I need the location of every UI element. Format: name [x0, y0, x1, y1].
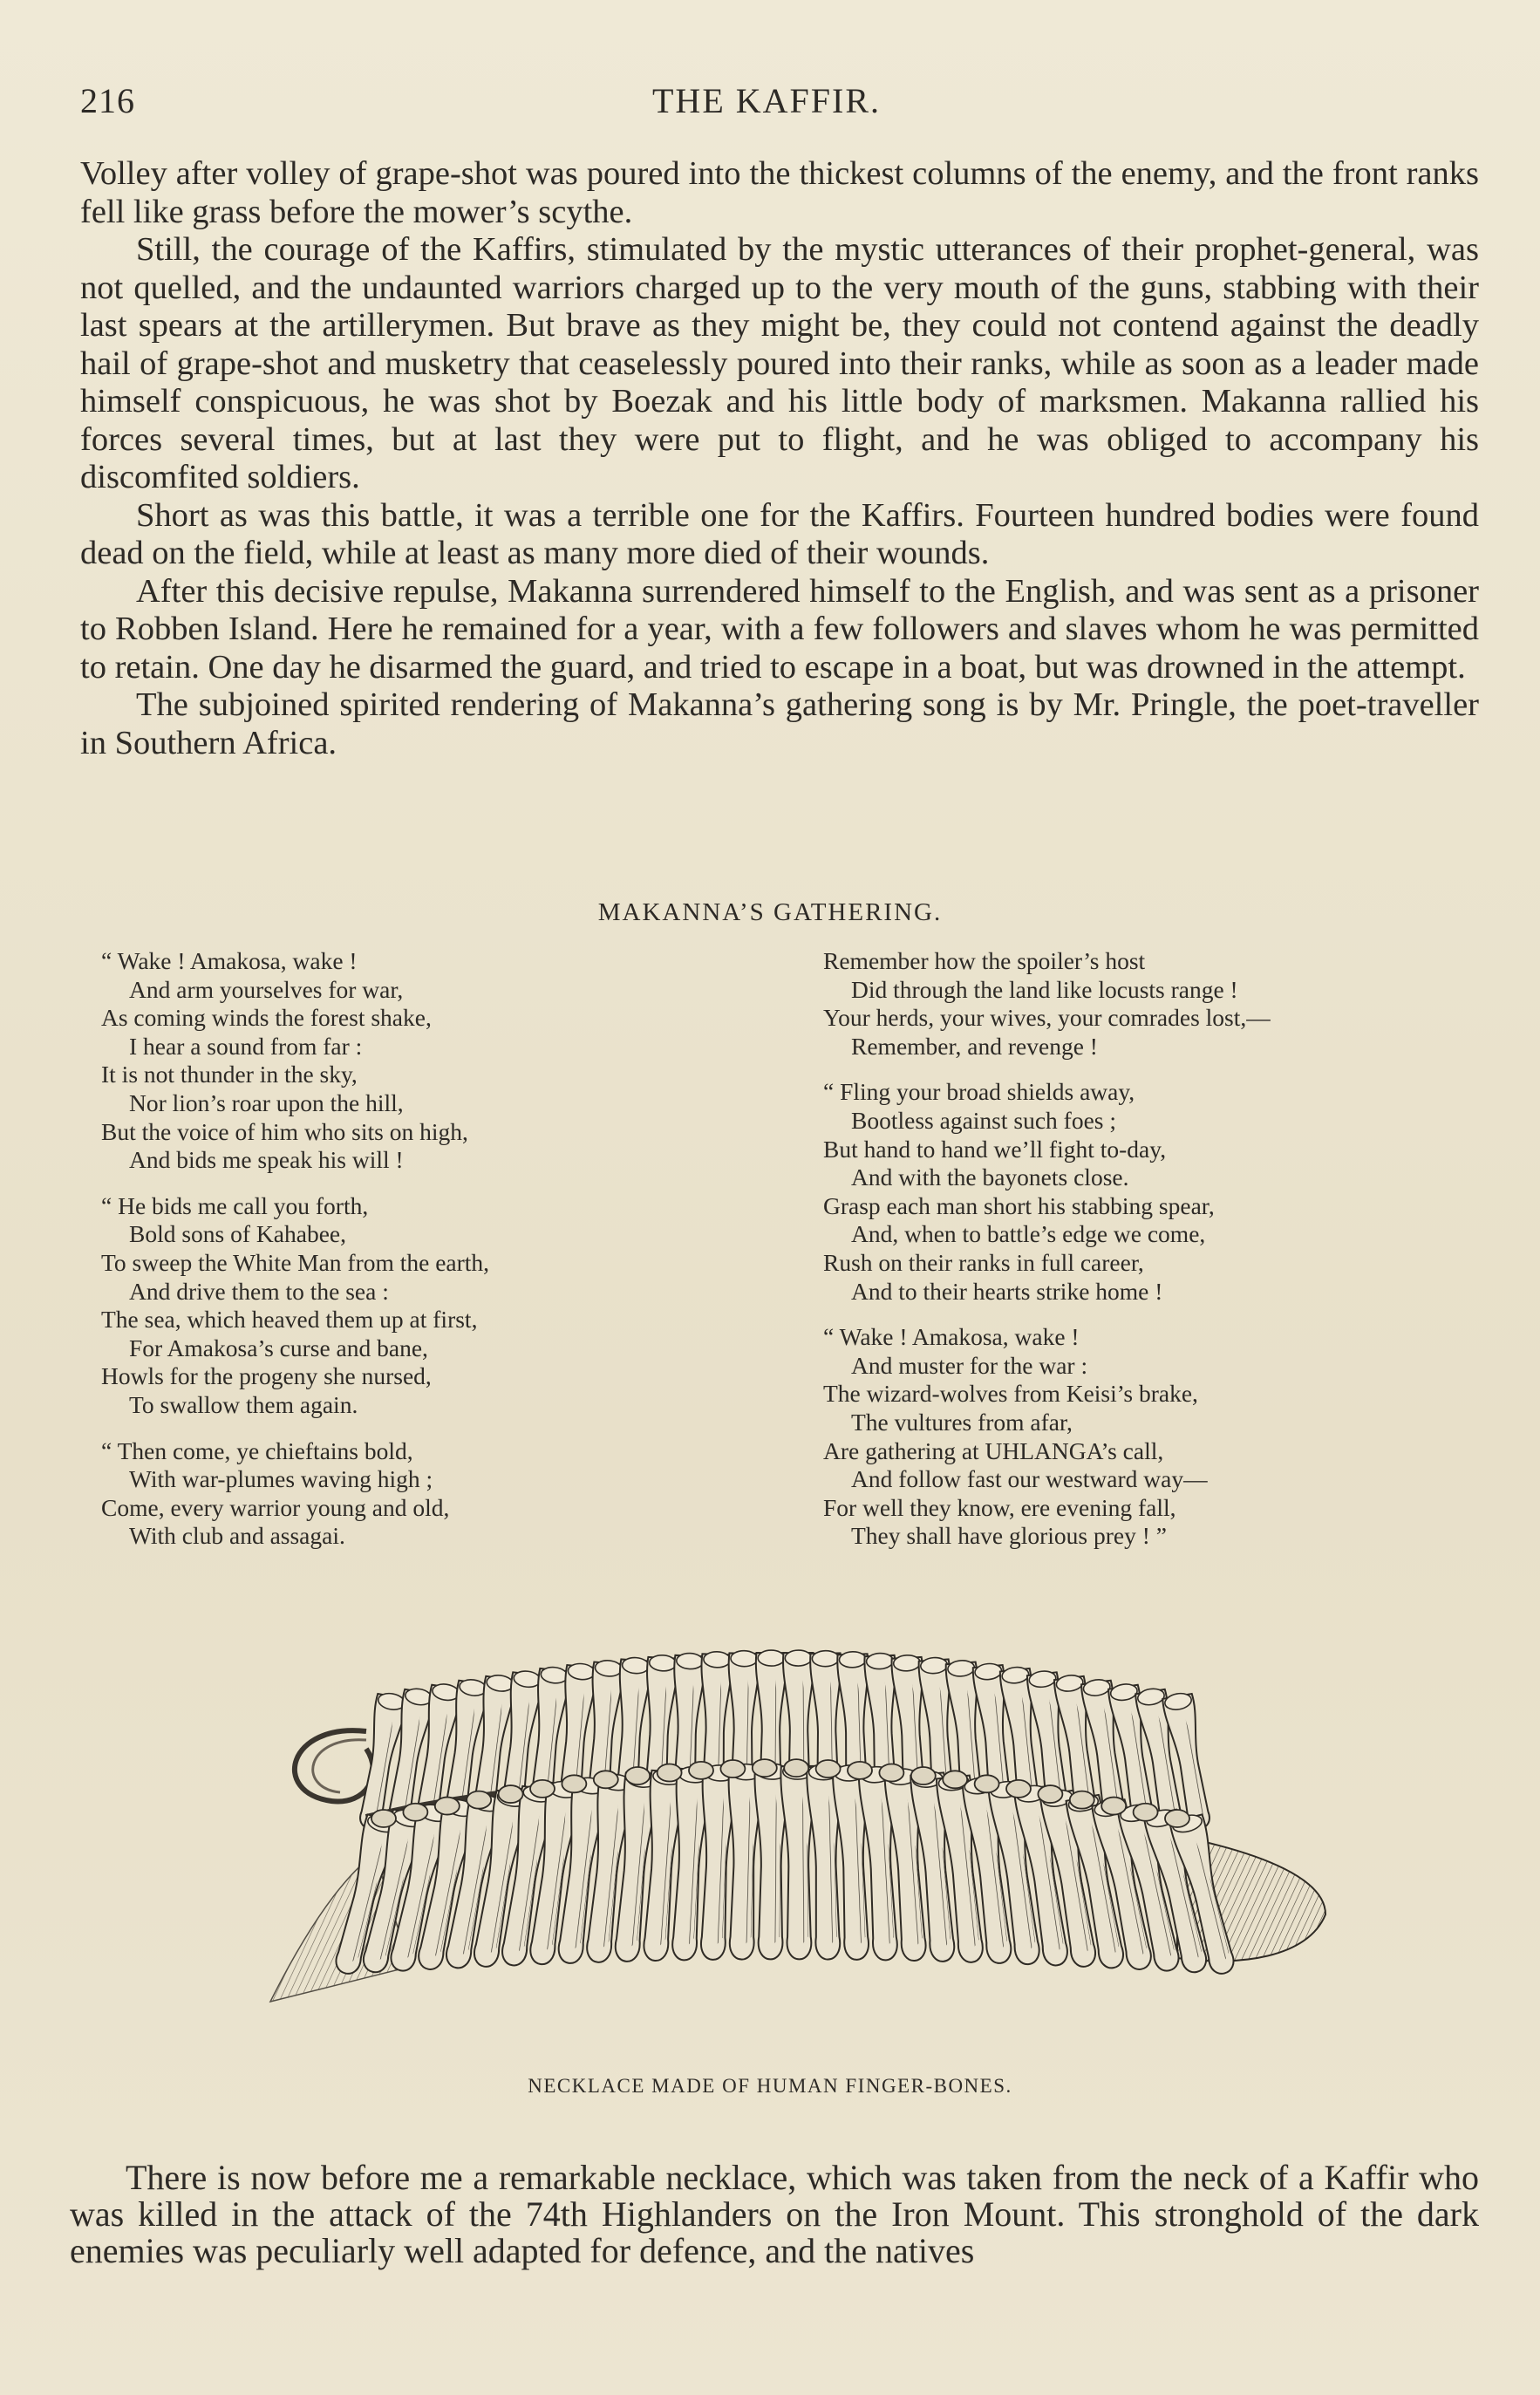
poem-stanza	[823, 1323, 1468, 1551]
poem-line: Grasp each man short his stabbing spear,	[823, 1191, 1215, 1219]
poem-stanza	[823, 1078, 1468, 1306]
poem-line: The sea, which heaved them up at first,	[101, 1306, 478, 1334]
poem-line: Did through the land like locusts range !	[851, 975, 1238, 1003]
poem-left-column	[101, 947, 764, 1568]
poem-line: To swallow them again.	[129, 1390, 358, 1418]
poem-line: “ Then come, ye chieftains bold,	[101, 1436, 413, 1464]
poem-line: They shall have glorious prey ! ”	[851, 1522, 1167, 1550]
poem-line: Howls for the progeny she nursed,	[101, 1362, 432, 1390]
closing-text	[70, 2160, 1479, 2269]
poem-line: The wizard-wolves from Keisi’s brake,	[823, 1380, 1198, 1408]
poem-right-column	[823, 947, 1468, 1568]
poem-line: “ Wake ! Amakosa, wake !	[823, 1323, 1080, 1351]
poem-line: “ He bids me call you forth,	[101, 1191, 369, 1219]
poem-line: But hand to hand we’ll fight to-day,	[823, 1135, 1167, 1163]
poem-line: Remember how the spoiler’s host	[823, 947, 1146, 974]
paragraph: There is now before me a remarkable necklace, which was taken from the neck of a Kaffir who was killed in the attack of the 74th Highlanders on the Iron Mount. This stronghold of the dark enemies was peculiarly well adapted for defence, and the natives	[70, 2158, 1479, 2270]
poem-stanza	[823, 947, 1468, 1061]
poem-line: Bold sons of Kahabee,	[129, 1220, 346, 1248]
poem-line: Are gathering at UHLANGA’s call,	[823, 1436, 1164, 1464]
poem-line: For Amakosa’s curse and bane,	[129, 1334, 428, 1361]
poem-line: Come, every warrior young and old,	[101, 1493, 450, 1521]
poem-line: Remember, and revenge !	[851, 1032, 1098, 1060]
poem-line: As coming winds the forest shake,	[101, 1004, 432, 1032]
poem-line: The vultures from afar,	[851, 1408, 1073, 1436]
poem-line: Rush on their ranks in full career,	[823, 1248, 1144, 1276]
poem-line: And bids me speak his will !	[129, 1146, 404, 1174]
poem-line: And arm yourselves for war,	[129, 975, 404, 1003]
paragraph: Still, the courage of the Kaffirs, stimulated by the mystic utterances of their prophet-general, was not quelled, and the undaunted warriors charged up to the very mouth of the guns, stabbing with their last spears at the artillerymen. But brave as they might be, they could not contend against the deadly hail of grape-shot and musketry that ceaselessly poured into their ranks, while as soon as a leader made himself conspicuous, he was shot by Boezak and his little body of marksmen. Makanna rallied his forces several times, but at last they were put to flight, and he was obliged to accompany his discomfited soldiers.	[80, 231, 1479, 495]
poem-stanza	[101, 947, 764, 1175]
paragraph: After this decisive repulse, Makanna surrendered himself to the English, and was sent as a prisoner to Robben Island. Here he remained for a year, with a few followers and slaves whom he was permitted to retain. One day he disarmed the guard, and tried to escape in a boat, but was drowned in the attempt.	[80, 572, 1479, 686]
poem-line: “ Fling your broad shields away,	[823, 1078, 1135, 1106]
poem-line: Bootless against such foes ;	[851, 1106, 1116, 1134]
poem-line: For well they know, ere evening fall,	[823, 1493, 1176, 1521]
figure-caption: NECKLACE MADE OF HUMAN FINGER-BONES.	[528, 2075, 1012, 2097]
poem-line: With club and assagai.	[129, 1522, 345, 1550]
poem-line: And follow fast our westward way—	[851, 1465, 1208, 1493]
running-title: THE KAFFIR.	[652, 81, 882, 120]
paragraph: Volley after volley of grape-shot was poured into the thickest columns of the enemy, and the front ranks fell like grass before the mower’s scythe.	[80, 155, 1479, 230]
poem-line: And, when to battle’s edge we come,	[851, 1220, 1206, 1248]
page-number: 216	[80, 81, 135, 120]
poem-line: To sweep the White Man from the earth,	[101, 1248, 490, 1276]
body-text	[80, 155, 1479, 762]
paragraph: Short as was this battle, it was a terrible one for the Kaffirs. Fourteen hundred bodies were found dead on the field, while at least as many more died of their wounds.	[80, 496, 1479, 571]
poem-line: With war-plumes waving high ;	[129, 1465, 433, 1493]
poem-line: But the voice of him who sits on high,	[101, 1117, 468, 1145]
poem-line: And drive them to the sea :	[129, 1277, 389, 1305]
running-header	[80, 80, 1475, 133]
poem-line: Your herds, your wives, your comrades lost,—	[823, 1004, 1271, 1032]
poem-line: “ Wake ! Amakosa, wake !	[101, 947, 358, 974]
poem-line: It is not thunder in the sky,	[101, 1061, 358, 1088]
poem-line: And muster for the war :	[851, 1351, 1088, 1379]
necklace-illustration	[235, 1618, 1343, 2054]
poem-title: MAKANNA’S GATHERING.	[597, 898, 943, 926]
necklace-engraving	[235, 1618, 1343, 2054]
poem-stanza	[101, 1437, 764, 1551]
paragraph: The subjoined spirited rendering of Makanna’s gathering song is by Mr. Pringle, the poet-traveller in Southern Africa.	[80, 686, 1479, 761]
poem-line: I hear a sound from far :	[129, 1032, 363, 1060]
poem-line: And to their hearts strike home !	[851, 1277, 1163, 1305]
poem-line: Nor lion’s roar upon the hill,	[129, 1088, 404, 1116]
poem-stanza	[101, 1192, 764, 1420]
poem-line: And with the bayonets close.	[851, 1163, 1129, 1191]
